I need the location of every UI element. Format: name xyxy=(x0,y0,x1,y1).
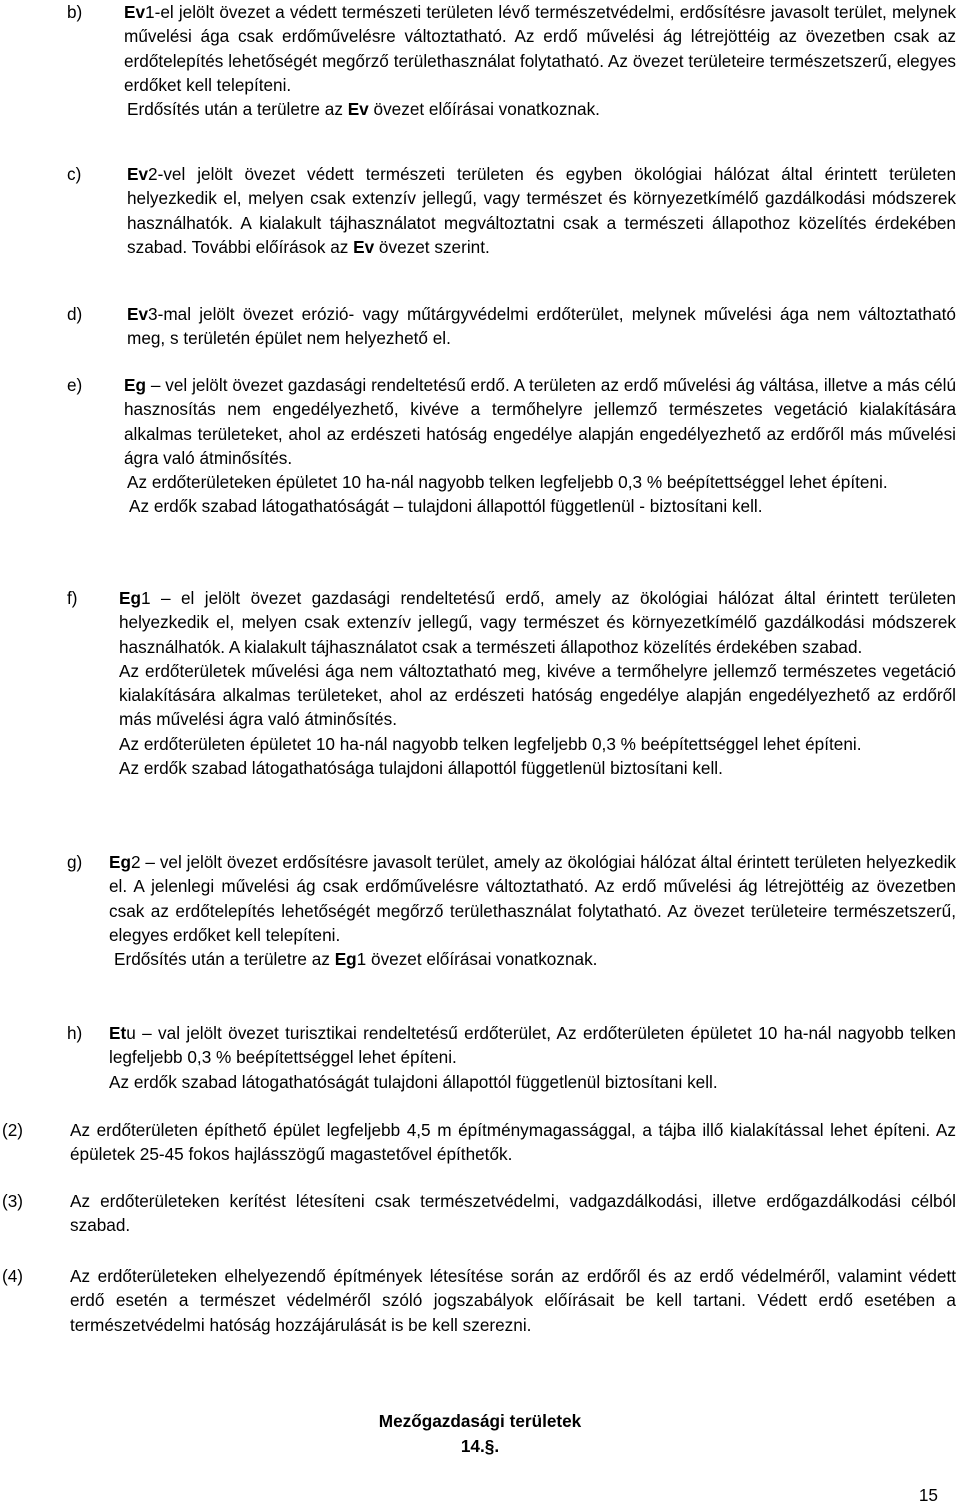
paragraph-number: (4) xyxy=(2,1266,24,1286)
zone-code: Eg xyxy=(119,588,141,608)
item-body: Ev1-el jelölt övezet a védett természeti területen lévő természetvédelmi, erdősítésre javasolt terület, melynek művelési ága csak erdőművelésre változtatható. Az erdő művelési ág létrejöttéig az övezetben csak az erdőtelepítés lehetőségét megőrző területhasználat folytatható. Az övezet területeire természetszerű, elegyes erdőket kell telepíteni. Erdősítés után a területre az Ev övezet előírásai vonatkoznak. xyxy=(124,2,956,120)
item-label: d) xyxy=(67,304,83,324)
item-label: e) xyxy=(67,375,83,395)
zone-code: Et xyxy=(109,1023,127,1043)
zone-code: Ev xyxy=(127,304,149,324)
zone-code: Ev xyxy=(127,164,149,184)
item-label: g) xyxy=(67,852,83,872)
page-number: 15 xyxy=(918,1485,938,1505)
paragraph-text: Az erdőterületeken elhelyezendő építmények létesítése során az erdőről és az erdő védelméről, valamint védett erdő esetén a természet védelméről szóló jogszabályok előírásait be kell tartani. Védett erdő esetében a természetvédelmi hatóság hozzájárulását is be kell szerezni. xyxy=(70,1266,956,1335)
item-label: b) xyxy=(67,2,83,22)
item-body: Eg2 – vel jelölt övezet erdősítésre javasolt terület, amely az ökológiai hálózat által érintett területen helyezkedik el. A jelenlegi művelési ág csak erdőművelésre változtatható. Az erdő művelési ág létrejöttéig az övezetben csak az erdőtelepítés lehetőségét megőrző területhasználat folytatható. Az övezet területeire természetszerű, elegyes erdőket kell telepíteni. Erdősítés után a területre az Eg1 övezet előírásai vonatkoznak. xyxy=(109,852,956,970)
zone-code: Ev xyxy=(353,236,375,257)
item-body: Eg1 – el jelölt övezet gazdasági rendeltetésű erdő, amely az ökológiai hálózat által érintett területen helyezkedik el, melyen csak extenzív jellegű, vagy természet és környezetkímélő gazdálkodási módszerek használhatók. A kialakult tájhasználatot csak a természeti állapothoz közelítés érdekében szabad. Az erdőterületek művelési ága nem változtatható meg, kivéve a termőhelyre jellemző természetes vegetáció kialakítására alkalmas területeket, ahol az erdészeti hatóság engedélye alapján engedélyezhető az erdőről más művelési ágra való átminősítés. Az erdőterületen épületet 10 ha-nál nagyobb telken legfeljebb 0,3 % beépítettséggel lehet építeni. Az erdők szabad látogathatósága tulajdoni állapottól függetlenül biztosítani kell. xyxy=(119,588,956,779)
paragraph-text: Az erdőterületeken kerítést létesíteni csak természetvédelmi, vadgazdálkodási, illetve erdőgazdálkodási célból szabad. xyxy=(70,1191,956,1236)
zone-code: Ev xyxy=(347,99,369,120)
zone-code: Eg xyxy=(334,949,357,970)
zone-code: Eg xyxy=(124,375,146,395)
section-number: 14.§. xyxy=(460,1436,500,1456)
item-body: Etu – val jelölt övezet turisztikai rendeltetésű erdőterület, Az erdőterületen épületet 10 ha-nál nagyobb telken legfeljebb 0,3 % beépítettséggel lehet építeni. Az erdők szabad látogathatóságát tulajdoni állapottól függetlenül biztosítani kell. xyxy=(109,1023,956,1092)
zone-code: Ev xyxy=(124,2,146,22)
item-label: h) xyxy=(67,1023,83,1043)
paragraph-number: (2) xyxy=(2,1120,24,1140)
zone-code: Eg xyxy=(109,852,131,872)
item-label: c) xyxy=(67,164,82,184)
paragraph-number: (3) xyxy=(2,1191,24,1211)
item-label: f) xyxy=(67,588,78,608)
item-body: Ev3-mal jelölt övezet erózió- vagy műtárgyvédelmi erdőterület, melynek művelési ága nem változtatható meg, s területén épület nem helyezhető el. xyxy=(127,304,956,349)
paragraph-text: Az erdőterületen építhető épület legfeljebb 4,5 m építménymagassággal, a tájba illő kialakítással lehet építeni. Az épületek 25-45 fokos hajlásszögű magastetővel építhetők. xyxy=(70,1120,956,1165)
section-title: Mezőgazdasági területek xyxy=(378,1411,582,1431)
item-body: Eg – vel jelölt övezet gazdasági rendeltetésű erdő. A területen az erdő művelési ág váltása, illetve a más célú hasznosítás nem engedélyezhető, kivéve a termőhelyre jellemző természetes vegetáció kialakítására alkalmas területeket, ahol az erdészeti hatóság engedélye alapján engedélyezhető az erdőről más művelési ágra való átminősítés. Az erdőterületeken épületet 10 ha-nál nagyobb telken legfeljebb 0,3 % beépítettséggel lehet építeni. Az erdők szabad látogathatóságát – tulajdoni állapottól függetlenül - biztosítani kell. xyxy=(124,375,956,517)
item-body: Ev2-vel jelölt övezet védett természeti területen és egyben ökológiai hálózat által érintett területen helyezkedik el, melyen csak extenzív jellegű, vagy természet és környezetkímélő gazdálkodási módszerek használhatók. A kialakult tájhasználatot megváltoztatni csak a természeti állapothoz közelítés érdekében szabad. További előírások az Ev övezet szerint. xyxy=(127,164,956,257)
